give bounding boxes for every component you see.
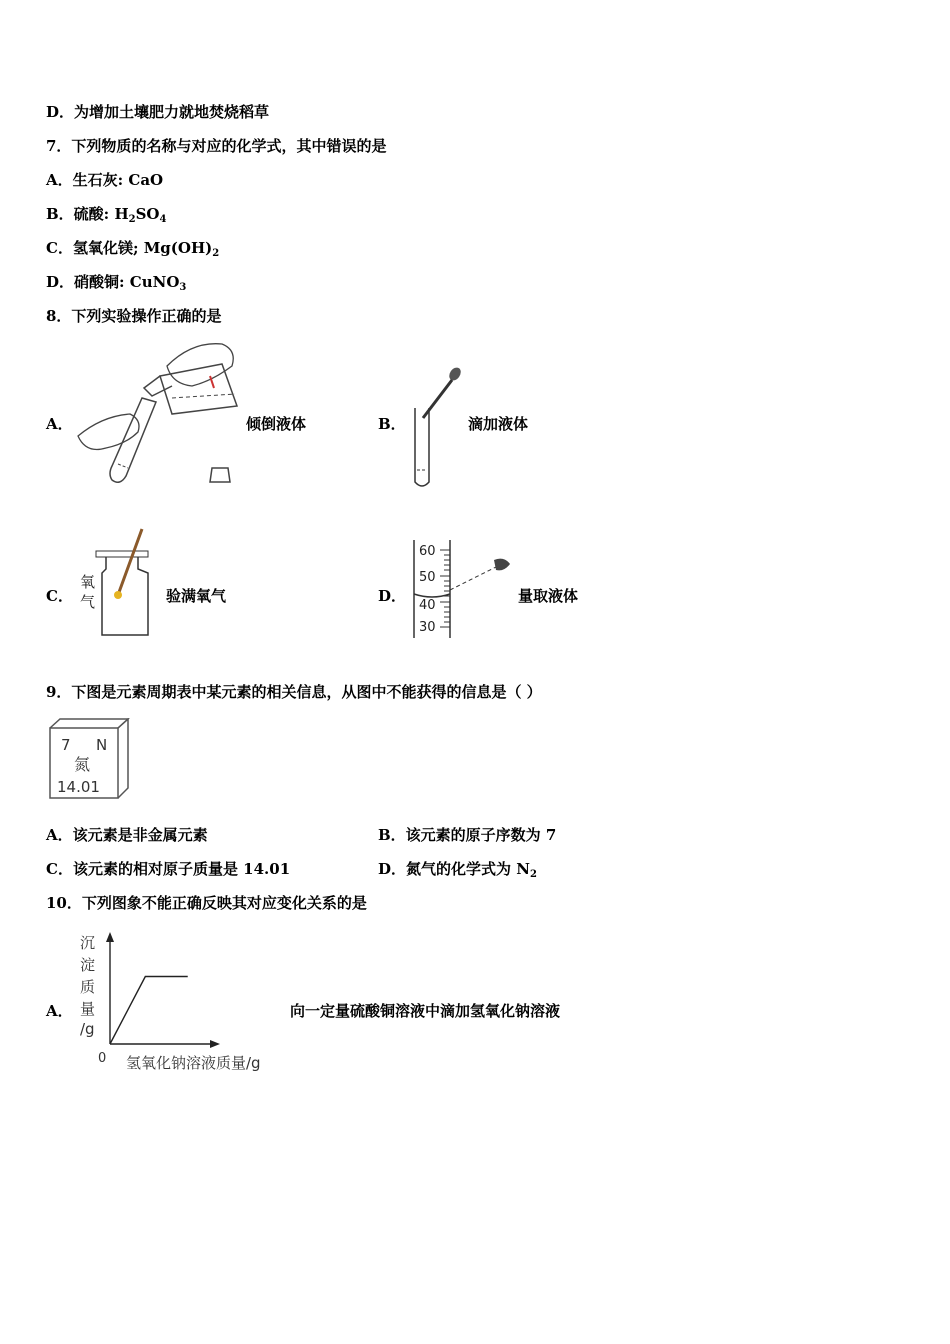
q8-stem: 8．下列实验操作正确的是: [46, 307, 222, 325]
eye-icon: [494, 559, 510, 571]
q7-option-b-prefix: B．硫酸: H: [46, 205, 129, 223]
q7-option-c-sub: 2: [212, 248, 220, 259]
oxygen-label-1: 氧: [80, 573, 96, 591]
q8-option-c-letter: C．: [46, 587, 73, 605]
q9-stem: 9．下图是元素周期表中某元素的相关信息，从图中不能获得的信息是（ ）: [46, 683, 542, 701]
q7-option-b-mid: SO: [135, 205, 160, 223]
q8-option-c-label: 验满氧气: [166, 587, 227, 605]
y-axis-label-char: 沉: [80, 934, 96, 952]
q7-option-b: [46, 204, 166, 224]
q7-option-a: A．生石灰: CaO: [46, 171, 164, 189]
oxygen-label-2: 气: [80, 593, 96, 611]
q9-option-b: B．该元素的原子序数为 7: [378, 826, 557, 844]
q7-option-b-sub2: 4: [159, 214, 167, 225]
cylinder-tick-30: 30: [419, 620, 436, 635]
q10-option-a-desc: 向一定量硫酸铜溶液中滴加氢氧化钠溶液: [290, 1002, 561, 1020]
q9-option-d-prefix: D．氮气的化学式为 N: [378, 860, 530, 878]
element-card: [48, 718, 130, 800]
q7-option-c-prefix: C．氢氧化镁; Mg(OH): [46, 239, 213, 257]
series-line: [110, 977, 188, 1045]
q6-option-d: D．为增加土壤肥力就地焚烧稻草: [46, 103, 270, 121]
y-axis-arrow-icon: [106, 932, 114, 942]
q8-option-b-label: 滴加液体: [468, 415, 529, 433]
graduated-cylinder-figure: [410, 538, 515, 640]
oxygen-test-figure: [76, 525, 156, 640]
element-mass: 14.01: [57, 778, 100, 796]
q10-option-a-letter: A．: [46, 1002, 73, 1020]
x-axis-label: 氢氧化钠溶液质量/g: [126, 1054, 261, 1072]
q9-option-c: C．该元素的相对原子质量是 14.01: [46, 860, 291, 878]
cylinder-tick-40: 40: [419, 598, 436, 613]
y-axis-label-char: 淀: [80, 956, 96, 974]
y-axis-label-char: 质: [80, 978, 96, 996]
cylinder-tick-60: 60: [419, 544, 436, 559]
q9-option-d-sub: 2: [529, 869, 537, 880]
element-name: 氮: [74, 755, 91, 774]
origin-label: 0: [98, 1051, 107, 1066]
q10-stem: 10．下列图象不能正确反映其对应变化关系的是: [46, 894, 367, 912]
q7-option-c: [46, 238, 219, 258]
element-number: 7: [61, 736, 71, 754]
dropper-figure: [405, 364, 465, 490]
q7-option-d-sub: 3: [179, 282, 187, 293]
q8-option-a-label: 倾倒液体: [246, 415, 307, 433]
q9-option-d: [378, 859, 537, 879]
y-axis-label-unit: /g: [80, 1020, 95, 1038]
cylinder-tick-50: 50: [419, 570, 436, 585]
y-axis-label-char: 量: [80, 1000, 96, 1018]
pouring-liquid-figure: [72, 336, 242, 486]
q7-option-d: [46, 272, 186, 292]
precipitate-chart: [76, 928, 286, 1074]
q8-option-b-letter: B．: [378, 415, 406, 433]
q8-option-d-label: 量取液体: [518, 587, 579, 605]
q8-option-d-letter: D．: [378, 587, 407, 605]
q7-stem: 7．下列物质的名称与对应的化学式，其中错误的是: [46, 137, 387, 155]
element-symbol: N: [96, 736, 108, 754]
q7-option-d-prefix: D．硝酸铜: CuNO: [46, 273, 180, 291]
q7-option-b-sub1: 2: [128, 214, 136, 225]
q8-option-a-letter: A．: [46, 415, 73, 433]
x-axis-arrow-icon: [210, 1040, 220, 1048]
q9-option-a: A．该元素是非金属元素: [46, 826, 208, 844]
